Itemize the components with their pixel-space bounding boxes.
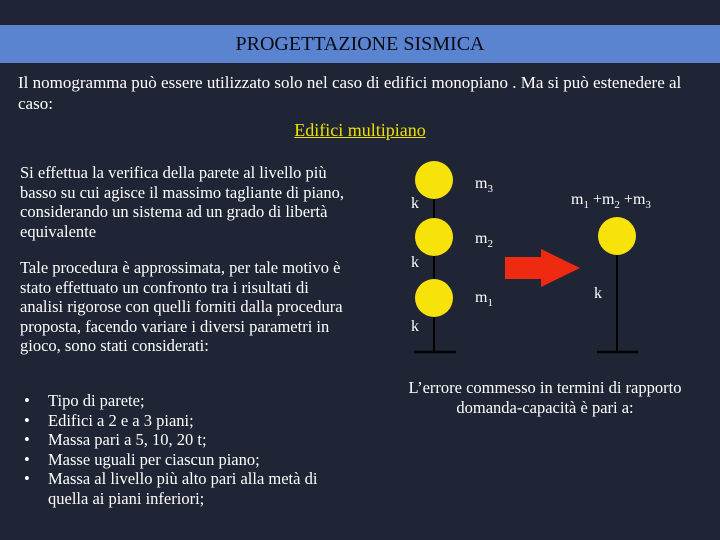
equivalent-stiffness-label: k xyxy=(594,285,602,302)
bullet-icon: • xyxy=(24,469,30,488)
list-item: • Massa al livello più alto pari alla metà di quella ai piani inferiori; xyxy=(24,469,318,508)
paragraph-procedure: Tale procedura è approssimata, per tale motivo è stato effettuato un confronto tra i risultati di analisi rigorose con quelli forniti dalla procedura proposta, facendo variare i diversi parametri in gioco, sono stati considerati: xyxy=(20,258,343,355)
paragraph-verification: Si effettua la verifica della parete al livello più basso su cui agisce il massimo tagliante di piano, considerando un sistema ad un grado di libertà equivalente xyxy=(20,163,344,241)
arrow-right-icon xyxy=(505,249,580,287)
equivalent-mass-circle xyxy=(598,217,636,255)
bullet-icon: • xyxy=(24,410,30,430)
mass-2-label: $m_2$ xyxy=(475,230,493,250)
mass-3-label: $m_3$ xyxy=(475,175,493,195)
bullet-icon: • xyxy=(24,430,30,449)
bullet-icon: • xyxy=(24,449,30,469)
list-item: • Edifici a 2 e a 3 piani; xyxy=(24,410,194,430)
mass-1-label: $m_1$ xyxy=(475,289,493,309)
equivalent-mass-label: $m_1 +m_2 +m_3$ xyxy=(571,191,651,211)
list-item: • Tipo di parete; xyxy=(24,391,145,410)
section-subtitle: Edifici multipiano xyxy=(294,120,426,140)
list-item: • Massa pari a 5, 10, 20 t; xyxy=(24,430,207,449)
mass-1-circle xyxy=(415,279,453,317)
page-title: PROGETTAZIONE SISMICA xyxy=(235,33,485,55)
stiffness-label-2: k xyxy=(411,254,419,271)
intro-text: Il nomogramma può essere utilizzato solo nel caso di edifici monopiano . Ma si può estenedere al caso: xyxy=(18,73,682,113)
mass-2-circle xyxy=(415,218,453,256)
stiffness-label-3: k xyxy=(411,195,419,212)
list-item: • Masse uguali per ciascun piano; xyxy=(24,449,260,469)
conclusion-text: L’errore commesso in termini di rapporto domanda-capacità è pari a: xyxy=(408,378,682,417)
stiffness-label-1: k xyxy=(411,318,419,335)
bullet-icon: • xyxy=(24,391,30,410)
mass-3-circle xyxy=(415,161,453,199)
